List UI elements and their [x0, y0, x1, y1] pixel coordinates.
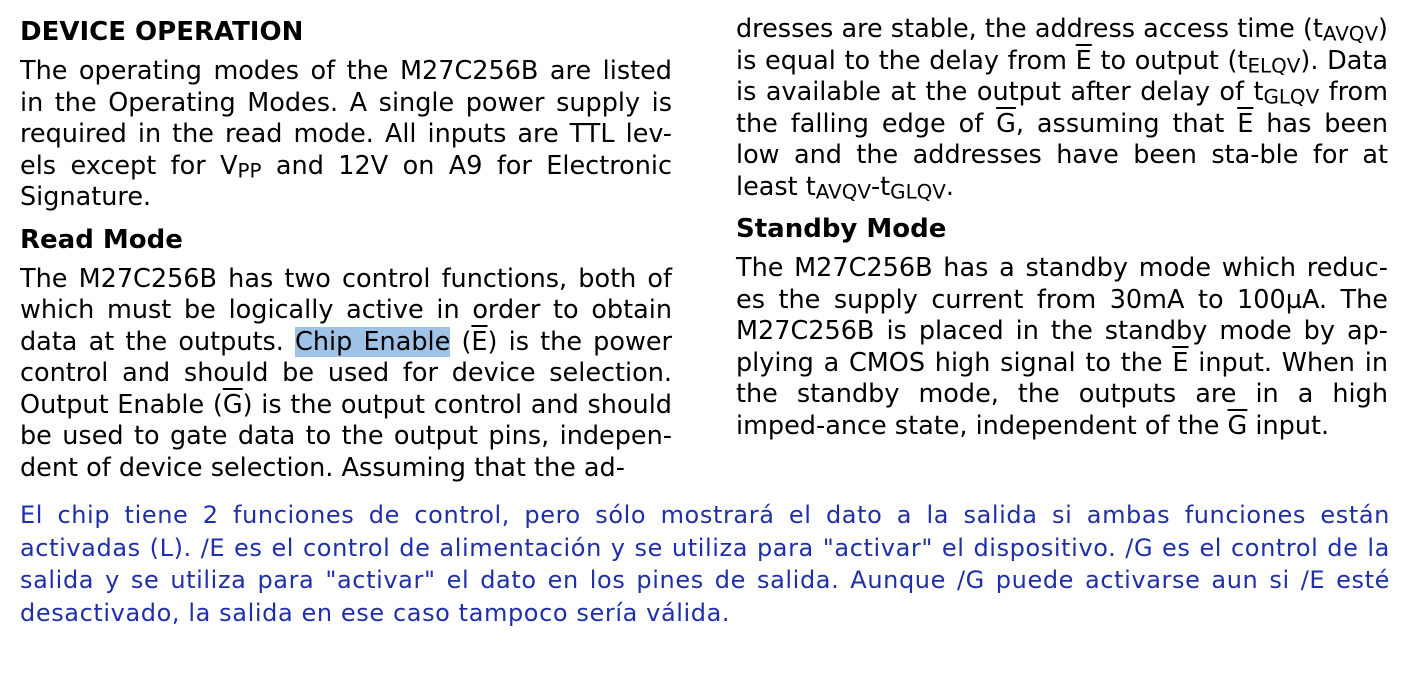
right-column — [736, 14, 1388, 450]
signal-e-bar: $\overline{E}$ — [1075, 45, 1092, 76]
cont-text-7: has been low and the addresses have been sta-ble for at least t — [736, 108, 1389, 202]
vpp-subscript: PP — [237, 159, 262, 183]
spanish-annotation-note: El chip tiene 2 funciones de control, pero sólo mostrará el dato a la salida si ambas funciones están activadas (L). /E es el control de alimentación y se utiliza para "activar" el dispositivo. /G es el control de la salida y se utiliza para "activar" el dato en los pines de salida. Aunque /G puede activarse aun si /E esté desactivado, la salida en ese caso tampoco sería válida. — [20, 501, 1390, 627]
section-heading-read-mode: Read Mode — [20, 224, 183, 255]
read-mode-continued-paragraph — [736, 14, 1388, 203]
cont-text-9: . — [945, 171, 954, 202]
avqv-subscript: AVQV — [815, 180, 871, 204]
avqv-subscript: AVQV — [1322, 22, 1379, 46]
section-heading-standby-mode: Standby Mode — [736, 214, 947, 244]
cont-text-5: from the falling edge of — [736, 77, 1388, 139]
left-column — [20, 14, 672, 492]
read-mode-paragraph — [20, 264, 672, 485]
cont-text-6: , assuming that — [1015, 108, 1238, 139]
cont-text-4: ). Data is available at the output after delay of t — [736, 45, 1388, 107]
signal-g-bar: $\overline{G}$ — [1227, 410, 1248, 441]
standby-paragraph — [736, 253, 1388, 442]
signal-e-bar: $\overline{E}$ — [1237, 108, 1254, 139]
signal-g-bar: $\overline{G}$ — [222, 389, 243, 420]
intro-text: The operating modes of the M27C256B are listed in the Operating Modes. A single power supply is required in the read mode. All inputs are TTL lev-els except for V — [20, 56, 672, 181]
standby-text-3: input. — [1247, 410, 1330, 441]
signal-e-bar: $\overline{E}$ — [471, 326, 488, 357]
standby-text-1: The M27C256B has a standby mode which reduc-es the supply current from 30mA to 100µA. The M27C256B is placed in the standby mode by ap-plying a CMOS high signal to the — [736, 253, 1388, 378]
glqv-subscript: GLQV — [890, 180, 946, 204]
signal-g-bar: $\overline{G}$ — [996, 108, 1016, 139]
cont-text-3: to output (t — [1091, 45, 1248, 76]
read-text-3: ) is the power control and should be used for device selection. Output Enable ( — [20, 326, 672, 420]
elqv-subscript: ELQV — [1247, 54, 1301, 78]
selected-text-chip-enable[interactable]: Chip Enable — [295, 326, 451, 357]
intro-text-end: and 12V on A9 for Electronic Signature. — [20, 150, 672, 212]
cont-text-1: dresses are stable, the address access time (t — [736, 14, 1323, 44]
signal-e-bar: $\overline{E}$ — [1172, 347, 1189, 378]
standby-text-2: input. When in the standby mode, the outputs are in a high imped-ance state, independent of the — [736, 347, 1388, 441]
cont-text-8: -t — [870, 171, 891, 202]
read-text-2: ( — [450, 326, 472, 357]
read-text-4: ) is the output control and should be used to gate data to the output pins, indepen-dent of device selection. Assuming that the ad- — [20, 389, 672, 483]
section-heading-device-operation: DEVICE OPERATION — [20, 17, 304, 47]
intro-paragraph — [20, 56, 672, 214]
glqv-subscript: GLQV — [1263, 85, 1320, 109]
read-text-1: The M27C256B has two control functions, both of which must be logically active in order to obtain data at the outputs. — [20, 263, 672, 357]
cont-text-2: ) is equal to the delay from — [736, 14, 1388, 76]
